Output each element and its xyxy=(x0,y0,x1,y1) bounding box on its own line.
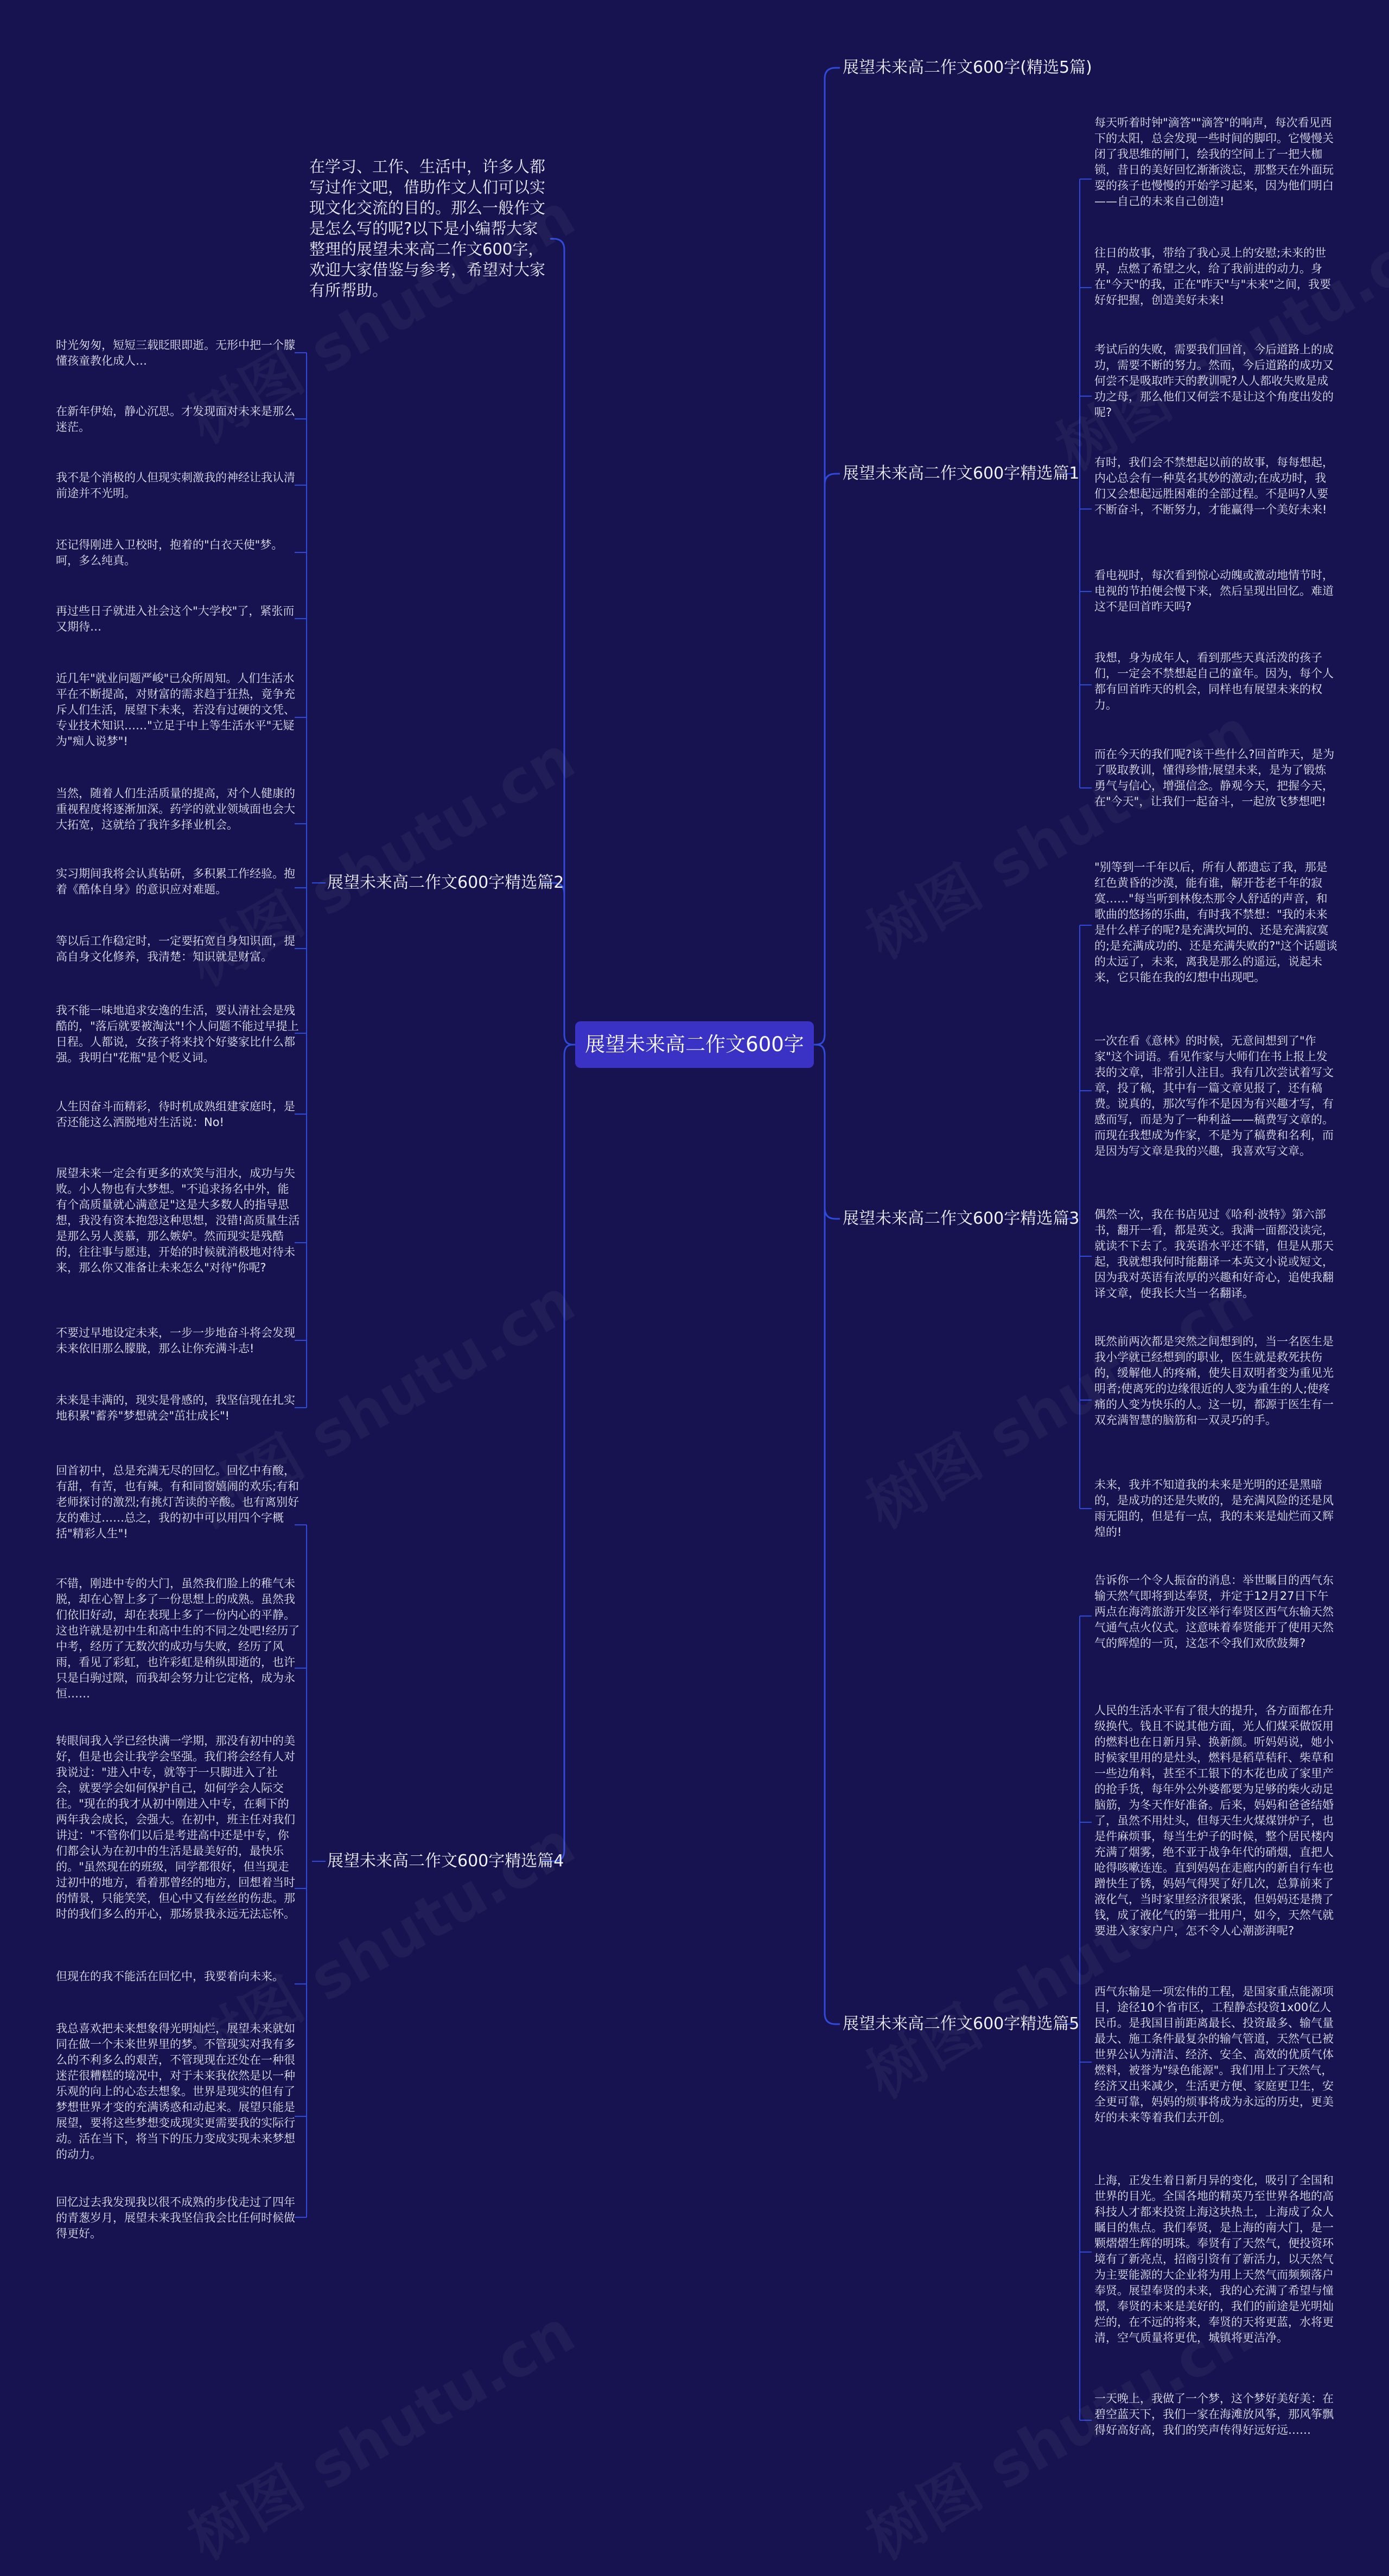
leaf-p1-4: 有时，我们会不禁想起以前的故事，每每想起，内心总会有一种莫名其妙的激动;在成功时，我们又会想起远胜困难的全部过程。不是吗?人要不断奋斗，不断努力，才能赢得一个美好未来! xyxy=(1094,456,1334,516)
leaf-p2-9: 等以后工作稳定时，一定要拓宽自身知识面，提高自身文化修养，我清楚：知识就是财富。 xyxy=(56,934,295,963)
leaf-p2-12: 展望未来一定会有更多的欢笑与泪水，成功与失败。小人物也有大梦想。"不追求扬名中外，能有个高质量就心满意足"这是大多数人的指导思想，我没有资本抱怨这种思想，没错!高质量生活是那么另人羡慕，那么嫉妒。然而现实是残酷的，往往事与愿违，开始的时候就消极地对待未来，那么你又准备让未来怎么"对待"你呢? xyxy=(56,1167,300,1274)
leaf-p5-2: 人民的生活水平有了很大的提升，各方面都在升级换代。钱且不说其他方面，光人们煤采做饭用的燃料也在日新月异、换新颜。听妈妈说，她小时候家里用的是灶头，燃料是稻草秸秆、柴草和一些边角料，甚至不工银下的木花也成了家里产的抢手货，每年外公外婆都要为足够的柴火动足脑筋，为冬天作好准备。后来，妈妈和爸爸结婚了，虽然不用灶头，但每天生火煤煤饼炉子，也是件麻烦事，每当生炉子的时候，整个居民楼内充满了烟雾，绝不亚于战争年代的硝烟，直把人呛得咳嗽连连。直到妈妈在走廊内的新自行车也蹭快生了锈，妈妈气得哭了好几次，总算前来了液化气，当时家里经济很紧张，但妈妈还是攒了钱，成了液化气的第一批用户，如今，天然气就要进入家家户户，怎不令人心潮澎湃呢? xyxy=(1094,1704,1334,1937)
leaf-p1-6: 我想，身为成年人，看到那些天真活泼的孩子们，一定会不禁想起自己的童年。因为，每个人都有回首昨天的机会，同样也有展望未来的权力。 xyxy=(1094,651,1334,711)
leaf-p3-5: 未来，我并不知道我的未来是光明的还是黑暗的，是成功的还是失败的，是充满风险的还是风雨无阻的，但是有一点，我的未来是灿烂而又辉煌的! xyxy=(1094,1478,1334,1538)
branch-connector xyxy=(814,474,840,1045)
watermark xyxy=(1038,196,1389,486)
leaf-p2-3: 我不是个消极的人但现实刺激我的神经让我认清前途并不光明。 xyxy=(56,471,295,500)
branch-connector xyxy=(814,1045,840,2024)
branch-connector xyxy=(814,68,840,1045)
leaf-p2-6: 近几年"就业问题严峻"已众所周知。人们生活水平在不断提高，对财富的需求趋于狂热，竟争充斥人们生活，展望下未来，若没有过硬的文凭、专业技术知识……"立足于中上等生活水平"无疑为"痴人说梦"! xyxy=(56,672,295,748)
leaf-p5-4: 上海，正发生着日新月异的变化，吸引了全国和世界的目光。全国各地的精英乃至世界各地的高科技人才都来投资上海这块热土，上海成了众人瞩目的焦点。我们奉贤，是上海的南大门，是一颗熠熠生辉的明珠。奉贤有了天然气，便投资环境有了新亮点，招商引资有了新活力，以天然气为主要能源的大企业将为用上天然气而频频落户奉贤。展望奉贤的未来，我的心充满了希望与憧憬，奉贤的未来是美好的，我们的前途是光明灿烂的，在不远的将来，奉贤的天将更蓝，水将更清，空气质量将更优，城镇将更洁净。 xyxy=(1094,2174,1334,2344)
branch-part-2[interactable]: 展望未来高二作文600字精选篇2 xyxy=(327,873,564,892)
leaf-p2-1: 时光匆匆，短短三载眨眼即逝。无形中把一个朦懂孩童教化成人… xyxy=(56,339,295,367)
leaf-p4-6: 回忆过去我发现我以很不成熟的步伐走过了四年的青葱岁月，展望未来我坚信我会比任何时候做得更好。 xyxy=(56,2196,295,2240)
intro-connector xyxy=(550,239,564,1034)
leaf-p1-3: 考试后的失败，需要我们回首，今后道路上的成功，需要不断的努力。然而，今后道路的成功又何尝不是吸取昨天的教训呢?人人都收失败是成功之母，那么他们又何尝不是让这个角度出发的呢? xyxy=(1094,343,1334,419)
watermark xyxy=(170,2285,588,2575)
branch-connector xyxy=(543,1045,575,1861)
branch-part-4[interactable]: 展望未来高二作文600字精选篇4 xyxy=(327,1852,564,1871)
root-topic[interactable]: 展望未来高二作文600字 xyxy=(575,1021,814,1068)
leaf-p1-7: 而在今天的我们呢?该干些什么?回首昨天，是为了吸取教训，懂得珍惜;展望未来，是为了锻炼勇气与信心，增强信念。静观今天，把握今天，在"今天"，让我们一起奋斗，一起放飞梦想吧! xyxy=(1094,748,1335,808)
branch-part-3[interactable]: 展望未来高二作文600字精选篇3 xyxy=(843,1209,1080,1228)
leaf-p2-11: 人生因奋斗而精彩，待时机成熟组建家庭时，是否还能这么洒脱地对生活说：No! xyxy=(56,1100,295,1129)
leaf-p3-1: "别等到一千年以后，所有人都遗忘了我，那是红色黄昏的沙漠，能有谁，解开苍老千年的寂寞……"每当听到林俊杰那令人舒适的声音，和歌曲的悠扬的乐曲，有时我不禁想："我的未来是什么样子的呢?是充满坎坷的、还是充满寂寞的;是充满成功的、还是充满失败的?"这个话题谈的太远了，未来，离我是那么的遥远，说起未来，它只能在我的幻想中出现吧。 xyxy=(1094,861,1337,984)
leaf-p5-5: 一天晚上，我做了一个梦，这个梦好美好美：在碧空蓝天下，我们一家在海滩放风筝，那风筝飘得好高好高，我们的笑声传得好远好远…… xyxy=(1094,2392,1334,2437)
leaf-p1-2: 往日的故事，带给了我心灵上的安慰;未来的世界，点燃了希望之火，给了我前进的动力。身在"今天"的我，正在"昨天"与"未来"之间，我要好好把握，创造美好未来! xyxy=(1094,246,1331,307)
leaf-p5-1: 告诉你一个令人振奋的消息：举世瞩目的西气东输天然气即将到达奉贤，并定于12月27日下午两点在海湾旅游开发区举行奉贤区西气东输天然气通气点火仪式。这意味着奉贤能开了使用天然气的辉煌的一页，这怎不令我们欢欣鼓舞? xyxy=(1094,1574,1334,1650)
branch-connector xyxy=(543,883,575,1045)
leaf-p1-1: 每天听着时钟"滴答""滴答"的响声，每次看见西下的太阳，总会发现一些时间的脚印。它慢慢关闭了我思维的闸门，绘我的空间上了一把大枷锁，昔日的美好回忆渐渐淡忘，那整天在外面玩耍的孩子也慢慢的开始学习起来，因为他们明白——自己的未来自己创造! xyxy=(1094,116,1334,208)
leaf-p3-2: 一次在看《意林》的时候，无意间想到了"作家"这个词语。看见作家与大师们在书上报上发表的文章，非常引人注目。我有几次尝试着写文章，投了稿，其中有一篇文章见报了，还有稿费。说真的，那次写作不是因为有兴趣才写，有感而写，而是为了一种利益——稿费写文章的。而现在我想成为作家，不是为了稿费和名利，而是因为写文章是我的兴趣，我喜欢写文章。 xyxy=(1094,1034,1334,1157)
leaf-p3-4: 既然前两次都是突然之间想到的，当一名医生是我小学就已经想到的职业，医生就是救死扶伤的，缓解他人的疼痛，使失目双明者变为重见光明者;使离死的边缘很近的人变为重生的人;使疼痛的人变为快乐的人。这一切，都源于医生有一双充满智慧的脑筋和一双灵巧的手。 xyxy=(1094,1335,1334,1427)
leaf-p1-5: 看电视时，每次看到惊心动魄或激动地情节时，电视的节拍便会慢下来，然后呈现出回忆。难道这不是回首昨天吗? xyxy=(1094,569,1334,613)
leaf-p4-3: 转眼间我入学已经快满一学期，那没有初中的美好，但是也会让我学会坚强。我们将会经有人对我说过："进入中专，就等于一只脚进入了社会，就要学会如何保护自己，如何学会人际交往。"现在的我才从初中刚进入中专，在剩下的两年我会成长，会强大。在初中，班主任对我们讲过："不管你们以后是考进高中还是中专，你们都会认为在初中的生活是最美好的，最快乐的。"虽然现在的班级，同学都很好，但当现走过初中的地方，看着那曾经的地方，回想着当时的情景，只能笑笑，但心中又有丝丝的伤悲。那时的我们多么的开心，那场景我永远无法忘怀。 xyxy=(56,1734,295,1920)
branch-overview[interactable]: 展望未来高二作文600字(精选5篇) xyxy=(843,58,1092,77)
leaf-p4-4: 但现在的我不能活在回忆中，我要着向未来。 xyxy=(56,1970,284,1983)
leaf-p2-10: 我不能一味地追求安逸的生活，要认清社会是残酷的，"落后就要被淘汰"!个人问题不能过早提上日程。人都说，女孩子将来找个好婆家比什么都强。我明白"花瓶"是个贬义词。 xyxy=(56,1004,299,1064)
leaf-p2-4: 还记得刚进入卫校时，抱着的"白衣天使"梦。呵，多么纯真。 xyxy=(56,538,283,567)
branch-part-1[interactable]: 展望未来高二作文600字精选篇1 xyxy=(843,464,1080,483)
leaf-p2-5: 再过些日子就进入社会这个"大学校"了，紧张而又期待… xyxy=(56,605,295,633)
leaf-p3-3: 偶然一次，我在书店见过《哈利·波特》第六部书，翻开一看，都是英文。我满一面都没读完，就读不下去了。我英语水平还不错，但是从那天起，我就想我何时能翻译一本英文小说或短文，因为我对英语有浓厚的兴趣和好奇心，追使我翻译文章，使我长大当一名翻译。 xyxy=(1094,1208,1334,1300)
branch-connector xyxy=(814,1045,840,1219)
leaf-p4-2: 不错，刚进中专的大门，虽然我们脸上的稚气未脱，却在心智上多了一份思想上的成熟。虽然我们依旧好动，却在表现上多了一份内心的平静。这也许就是初中生和高中生的不同之处吧!经历了中考，经历了无数次的成功与失败，经历了风雨，看见了彩虹，也许彩虹是稍纵即逝的，也许只是白驹过隙，而我却会努力让它定格，成为永恒…… xyxy=(56,1577,300,1700)
leaf-p4-5: 我总喜欢把未来想象得光明灿烂，展望未来就如同在做一个未来世界里的梦。不管现实对我有多么的不利多么的艰苦，不管现现在还处在一种很迷茫很糟糕的境况中，对于未来我依然是以一种乐观的向上的心态去想象。世界是现实的但有了梦想世界才变的充满诱惑和动起来。展望只能是展望，要将这些梦想变成现实更需要我的实际行动。活在当下，将当下的压力变成实现未来梦想的动力。 xyxy=(56,2022,295,2161)
leaf-p2-13: 不要过早地设定未来，一步一步地奋斗将会发现未来依旧那么朦胧，那么让你充满斗志! xyxy=(56,1326,295,1355)
leaf-p4-1: 回首初中，总是充满无尽的回忆。回忆中有酸，有甜，有苦，也有辣。有和同窗嬉闹的欢乐;有和老师探讨的激烈;有挑灯苦读的辛酸。也有离别好友的难过……总之，我的初中可以用四个字概括"精彩人生"! xyxy=(56,1464,300,1540)
leaf-p2-14: 未来是丰满的，现实是骨感的，我坚信现在扎实地积累"蓄养"梦想就会"茁壮成长"! xyxy=(56,1394,295,1422)
branch-part-5[interactable]: 展望未来高二作文600字精选篇5 xyxy=(843,2014,1080,2033)
intro-text: 在学习、工作、生活中，许多人都写过作文吧，借助作文人们可以实现文化交流的目的。那么一般作文是怎么写的呢?以下是小编帮大家整理的展望未来高二作文600字，欢迎大家借鉴与参考，希望对大家有所帮助。 xyxy=(309,157,546,300)
leaf-p5-3: 西气东输是一项宏伟的工程，是国家重点能源项目，途径10个省市区，工程静态投资1x00亿人民币。是我国目前距离最长、投资最多、输气量最大、施工条件最复杂的输气管道，天然气已被世界公认为清洁、经济、安全、高效的优质气体燃料，被誉为"绿色能源"。我们用上了天然气，经济又出来减少，生活更方便、家庭更卫生，安全更可靠，妈妈的烦事将成为永远的历史，更美好的未来等着我们去开创。 xyxy=(1094,1985,1334,2124)
leaf-p2-8: 实习期间我将会认真钻研，多积累工作经验。抱着《酷体自身》的意识应对难题。 xyxy=(56,867,295,896)
leaf-p2-2: 在新年伊始，静心沉思。才发现面对未来是那么迷茫。 xyxy=(56,405,295,434)
leaf-p2-7: 当然，随着人们生活质量的提高，对个人健康的重视程度将逐渐加深。药学的就业领域面也会大大拓宽，这就给了我许多择业机会。 xyxy=(56,787,295,831)
